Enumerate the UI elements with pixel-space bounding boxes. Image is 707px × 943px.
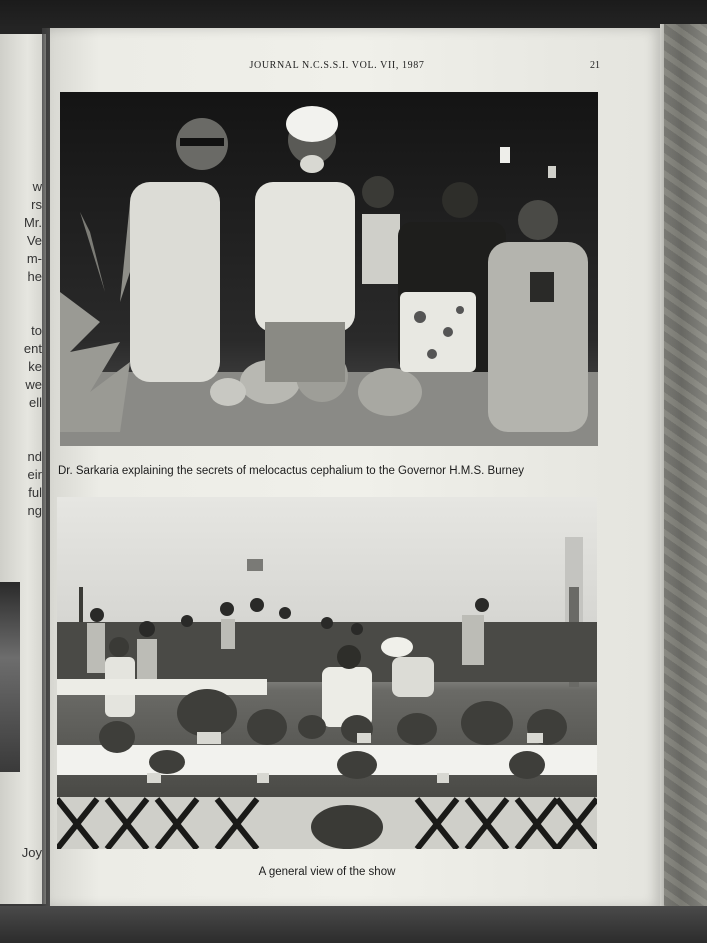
facing-page-strip: [0, 34, 46, 904]
facing-page-text: Mr.: [23, 215, 42, 230]
facing-page-text: w: [32, 179, 42, 194]
facing-page-text: ell: [28, 395, 42, 410]
facing-page-text: he: [27, 269, 42, 284]
facing-page-photo-edge: [0, 582, 20, 772]
facing-page-text: ng: [27, 503, 42, 518]
figure-caption-show: A general view of the show: [258, 866, 396, 878]
book-cover-edge: [664, 24, 707, 912]
figure-caption-governor: Dr. Sarkaria explaining the secrets of melocactus cephalium to the Governor H.M.S. Burney: [58, 465, 524, 477]
facing-page-text: rs: [31, 197, 42, 212]
facing-page-text: Joy: [21, 845, 42, 860]
facing-page-text: we: [25, 377, 42, 392]
facing-page-text: ful: [28, 485, 42, 500]
figure-photo-governor: [60, 92, 598, 446]
photo-show-illustration: [57, 497, 597, 849]
photo-governor-illustration: [60, 92, 598, 446]
scan-bottom-edge: [0, 906, 707, 943]
figure-photo-show: [57, 497, 597, 849]
journal-title: JOURNAL N.C.S.S.I. VOL. VII, 1987: [249, 60, 425, 71]
page-number: 21: [590, 60, 600, 71]
facing-page-text: nd: [27, 449, 42, 464]
facing-page-text: ke: [28, 359, 42, 374]
facing-page-text: to: [31, 323, 42, 338]
facing-page-text: eir: [27, 467, 42, 482]
running-header: [50, 60, 664, 78]
facing-page-text: Ve: [26, 233, 42, 248]
facing-page-text: ent: [23, 341, 42, 356]
facing-page-text: m-: [26, 251, 42, 266]
